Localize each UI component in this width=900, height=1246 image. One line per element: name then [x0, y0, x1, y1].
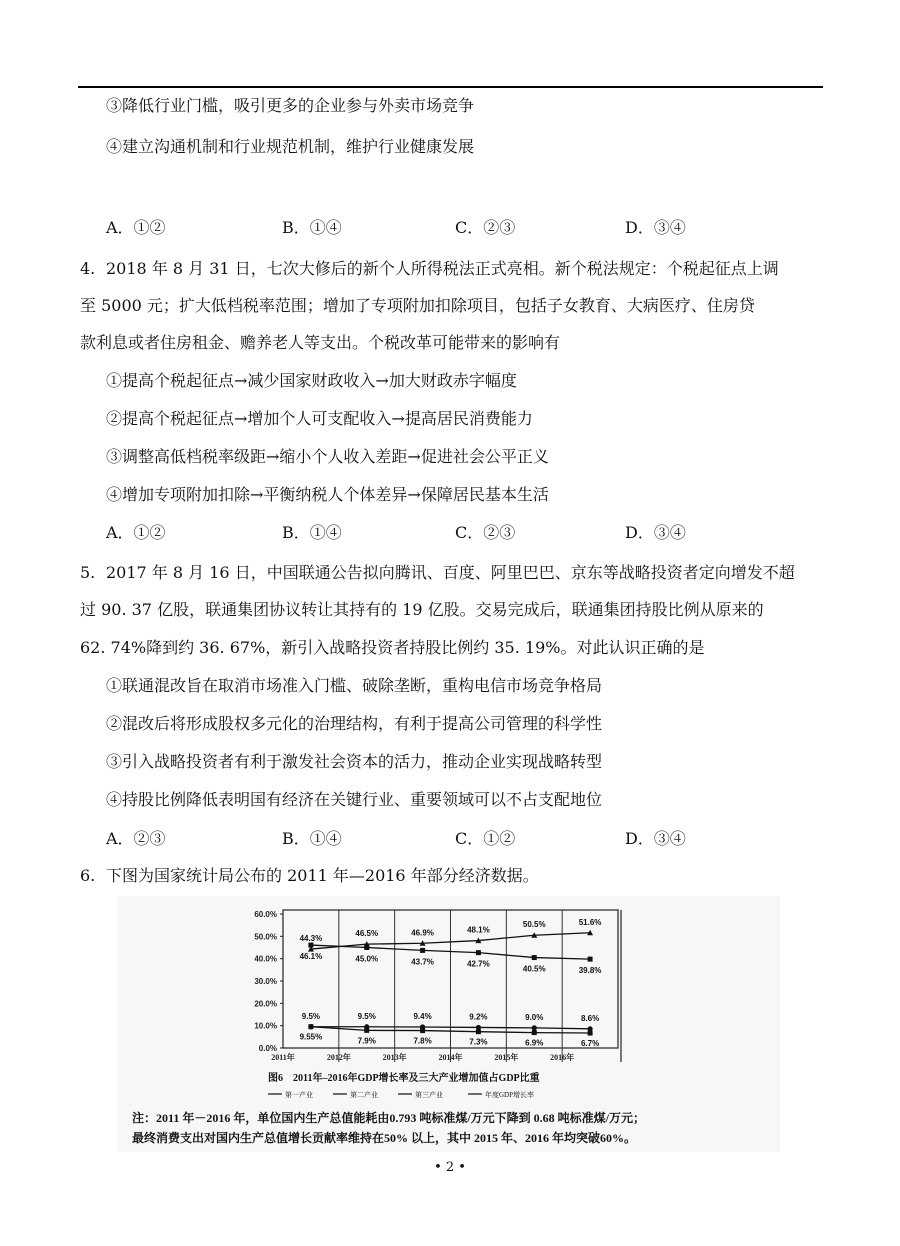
x-tick-label: 2011年: [271, 1053, 295, 1062]
x-tick-label: 2013年: [382, 1053, 407, 1062]
q5-item-4: ④持股比例降低表明国有经济在关键行业、重要领域可以不占支配地位: [106, 790, 603, 809]
q4-stem-line-3: 款利息或者住房租金、赡养老人等支出。个税改革可能带来的影响有: [80, 333, 561, 352]
q6-number: 6.: [80, 866, 96, 885]
page-number: • 2 •: [434, 1160, 466, 1175]
legend-label: 第一产业: [285, 1091, 313, 1099]
y-tick-label: 0.0%: [258, 1044, 277, 1053]
y-tick-label: 50.0%: [254, 932, 277, 942]
data-label: 46.9%: [411, 928, 434, 938]
q4-option-d: D．③④: [625, 523, 686, 542]
x-tick-label: 2014年: [438, 1053, 463, 1062]
series-point: [476, 950, 481, 955]
data-label: 46.5%: [355, 929, 379, 939]
q5-option-c: C．①②: [455, 829, 516, 848]
q4-item-3: ③调整高低档税率级距→缩小个人收入差距→促进社会公平正义: [106, 447, 549, 466]
series-point: [532, 1025, 537, 1030]
q5-item-3: ③引入战略投资者有利于激发社会资本的活力，推动企业实现战略转型: [106, 752, 603, 771]
q5-item-2: ②混改后将形成股权多元化的治理结构，有利于提高公司管理的科学性: [106, 714, 603, 733]
series-point: [364, 1028, 369, 1033]
q3-option-b: B．①④: [282, 218, 342, 237]
y-tick-label: 20.0%: [254, 999, 277, 1009]
q4-option-c: C．②③: [455, 523, 516, 542]
series-point: [532, 955, 537, 960]
y-tick-label: 30.0%: [254, 977, 277, 986]
header-rule: [78, 86, 823, 88]
data-label: 9.5%: [357, 1011, 376, 1021]
q5-stem-line-1: 2017 年 8 月 16 日，中国联通公告拟向腾讯、百度、阿里巴巴、京东等战略投资者定向增发不超: [106, 563, 795, 582]
series-point: [588, 957, 593, 962]
y-tick-label: 40.0%: [254, 954, 277, 964]
q5-option-d: D．③④: [625, 829, 686, 848]
data-label: 46.1%: [299, 952, 323, 962]
q4-item-1: ①提高个税起征点→减少国家财政收入→加大财政赤字幅度: [106, 371, 517, 390]
x-tick-label: 2016年: [550, 1053, 575, 1062]
legend-label: 第三产业: [415, 1091, 443, 1099]
data-label: 7.3%: [469, 1037, 488, 1047]
q4-option-b: B．①④: [282, 523, 342, 542]
data-label: 8.6%: [580, 1013, 600, 1023]
data-label: 40.5%: [522, 964, 546, 974]
series-point: [420, 1028, 425, 1033]
data-label: 45.0%: [355, 954, 379, 964]
q5-option-a: A．②③: [106, 829, 166, 848]
series-point: [588, 1031, 593, 1036]
chart-svg: [118, 896, 780, 1152]
legend-label: 年度GDP增长率: [485, 1091, 535, 1099]
q5-stem-line-2: 过 90. 37 亿股，联通集团协议转让其持有的 19 亿股。交易完成后，联通集团持股比例从原来的: [80, 600, 764, 619]
q5-item-1: ①联通混改旨在取消市场准入门槛、破除垄断，重构电信市场竞争格局: [106, 676, 603, 695]
data-label: 7.9%: [357, 1036, 376, 1046]
y-tick-label: 10.0%: [254, 1021, 277, 1031]
q4-item-2: ②提高个税起征点→增加个人可支配收入→提高居民消费能力: [106, 409, 533, 428]
series-point: [476, 1029, 481, 1034]
data-label: 9.55%: [299, 1032, 323, 1042]
data-label: 9.5%: [301, 1011, 321, 1021]
data-label: 6.7%: [580, 1039, 600, 1049]
data-label: 9.4%: [413, 1012, 432, 1022]
q4-number: 4.: [80, 259, 96, 278]
series-point: [532, 1030, 537, 1035]
q4-option-a: A．①②: [106, 523, 166, 542]
data-label: 39.8%: [578, 966, 602, 976]
series-point: [308, 1024, 313, 1029]
y-tick-label: 60.0%: [254, 910, 277, 919]
chart-title: 图6 2011年–2016年GDP增长率及三大产业增加值占GDP比重: [268, 1073, 540, 1084]
q5-stem-line-3: 62. 74%降到约 36. 67%，新引入战略投资者持股比例约 35. 19%。对此认识正确的是: [80, 638, 705, 657]
data-label: 51.6%: [578, 917, 602, 927]
series-point: [420, 948, 425, 953]
data-label: 9.0%: [525, 1012, 544, 1022]
data-label: 43.7%: [411, 957, 434, 967]
x-tick-label: 2012年: [326, 1053, 351, 1062]
chart-note-line-2: 最终消费支出对国内生产总值增长贡献率维持在50% 以上，其中 2015 年、2016 年均突破60%。: [132, 1131, 637, 1145]
q4-item-4: ④增加专项附加扣除→平衡纳税人个体差异→保障居民基本生活: [106, 485, 549, 504]
data-label: 48.1%: [467, 925, 490, 935]
data-label: 42.7%: [467, 959, 490, 969]
q5-option-b: B．①④: [282, 829, 342, 848]
economic-data-chart: [118, 896, 780, 1152]
data-label: 7.8%: [413, 1036, 432, 1046]
q3-option-c: C．②③: [455, 218, 516, 237]
data-label: 6.9%: [525, 1038, 544, 1048]
data-label: 50.5%: [522, 920, 546, 930]
q3-option-a: A．①②: [106, 218, 166, 237]
chart-note-line-1: 注：2011 年－2016 年，单位国内生产总值能耗由0.793 吨标准煤/万元下降到 0.68 吨标准煤/万元；: [132, 1111, 646, 1125]
legend-label: 第二产业: [350, 1091, 378, 1099]
q4-stem-line-1: 2018 年 8 月 31 日，七次大修后的新个人所得税法正式亮相。新个税法规定：个税起征点上调: [106, 259, 779, 278]
data-label: 9.2%: [469, 1012, 488, 1022]
q6-stem: 下图为国家统计局公布的 2011 年—2016 年部分经济数据。: [106, 866, 539, 885]
data-label: 44.3%: [299, 934, 323, 944]
q4-stem-line-2: 至 5000 元；扩大低档税率范围；增加了专项附加扣除项目，包括子女教育、大病医疗、住房贷: [80, 296, 755, 315]
q3-option-d: D．③④: [625, 218, 686, 237]
q3-item-2: ③降低行业门槛，吸引更多的企业参与外卖市场竞争: [106, 96, 475, 115]
x-tick-label: 2015年: [494, 1053, 519, 1062]
q3-item-3: ④建立沟通机制和行业规范机制，维护行业健康发展: [106, 137, 475, 156]
q5-number: 5.: [80, 563, 96, 582]
